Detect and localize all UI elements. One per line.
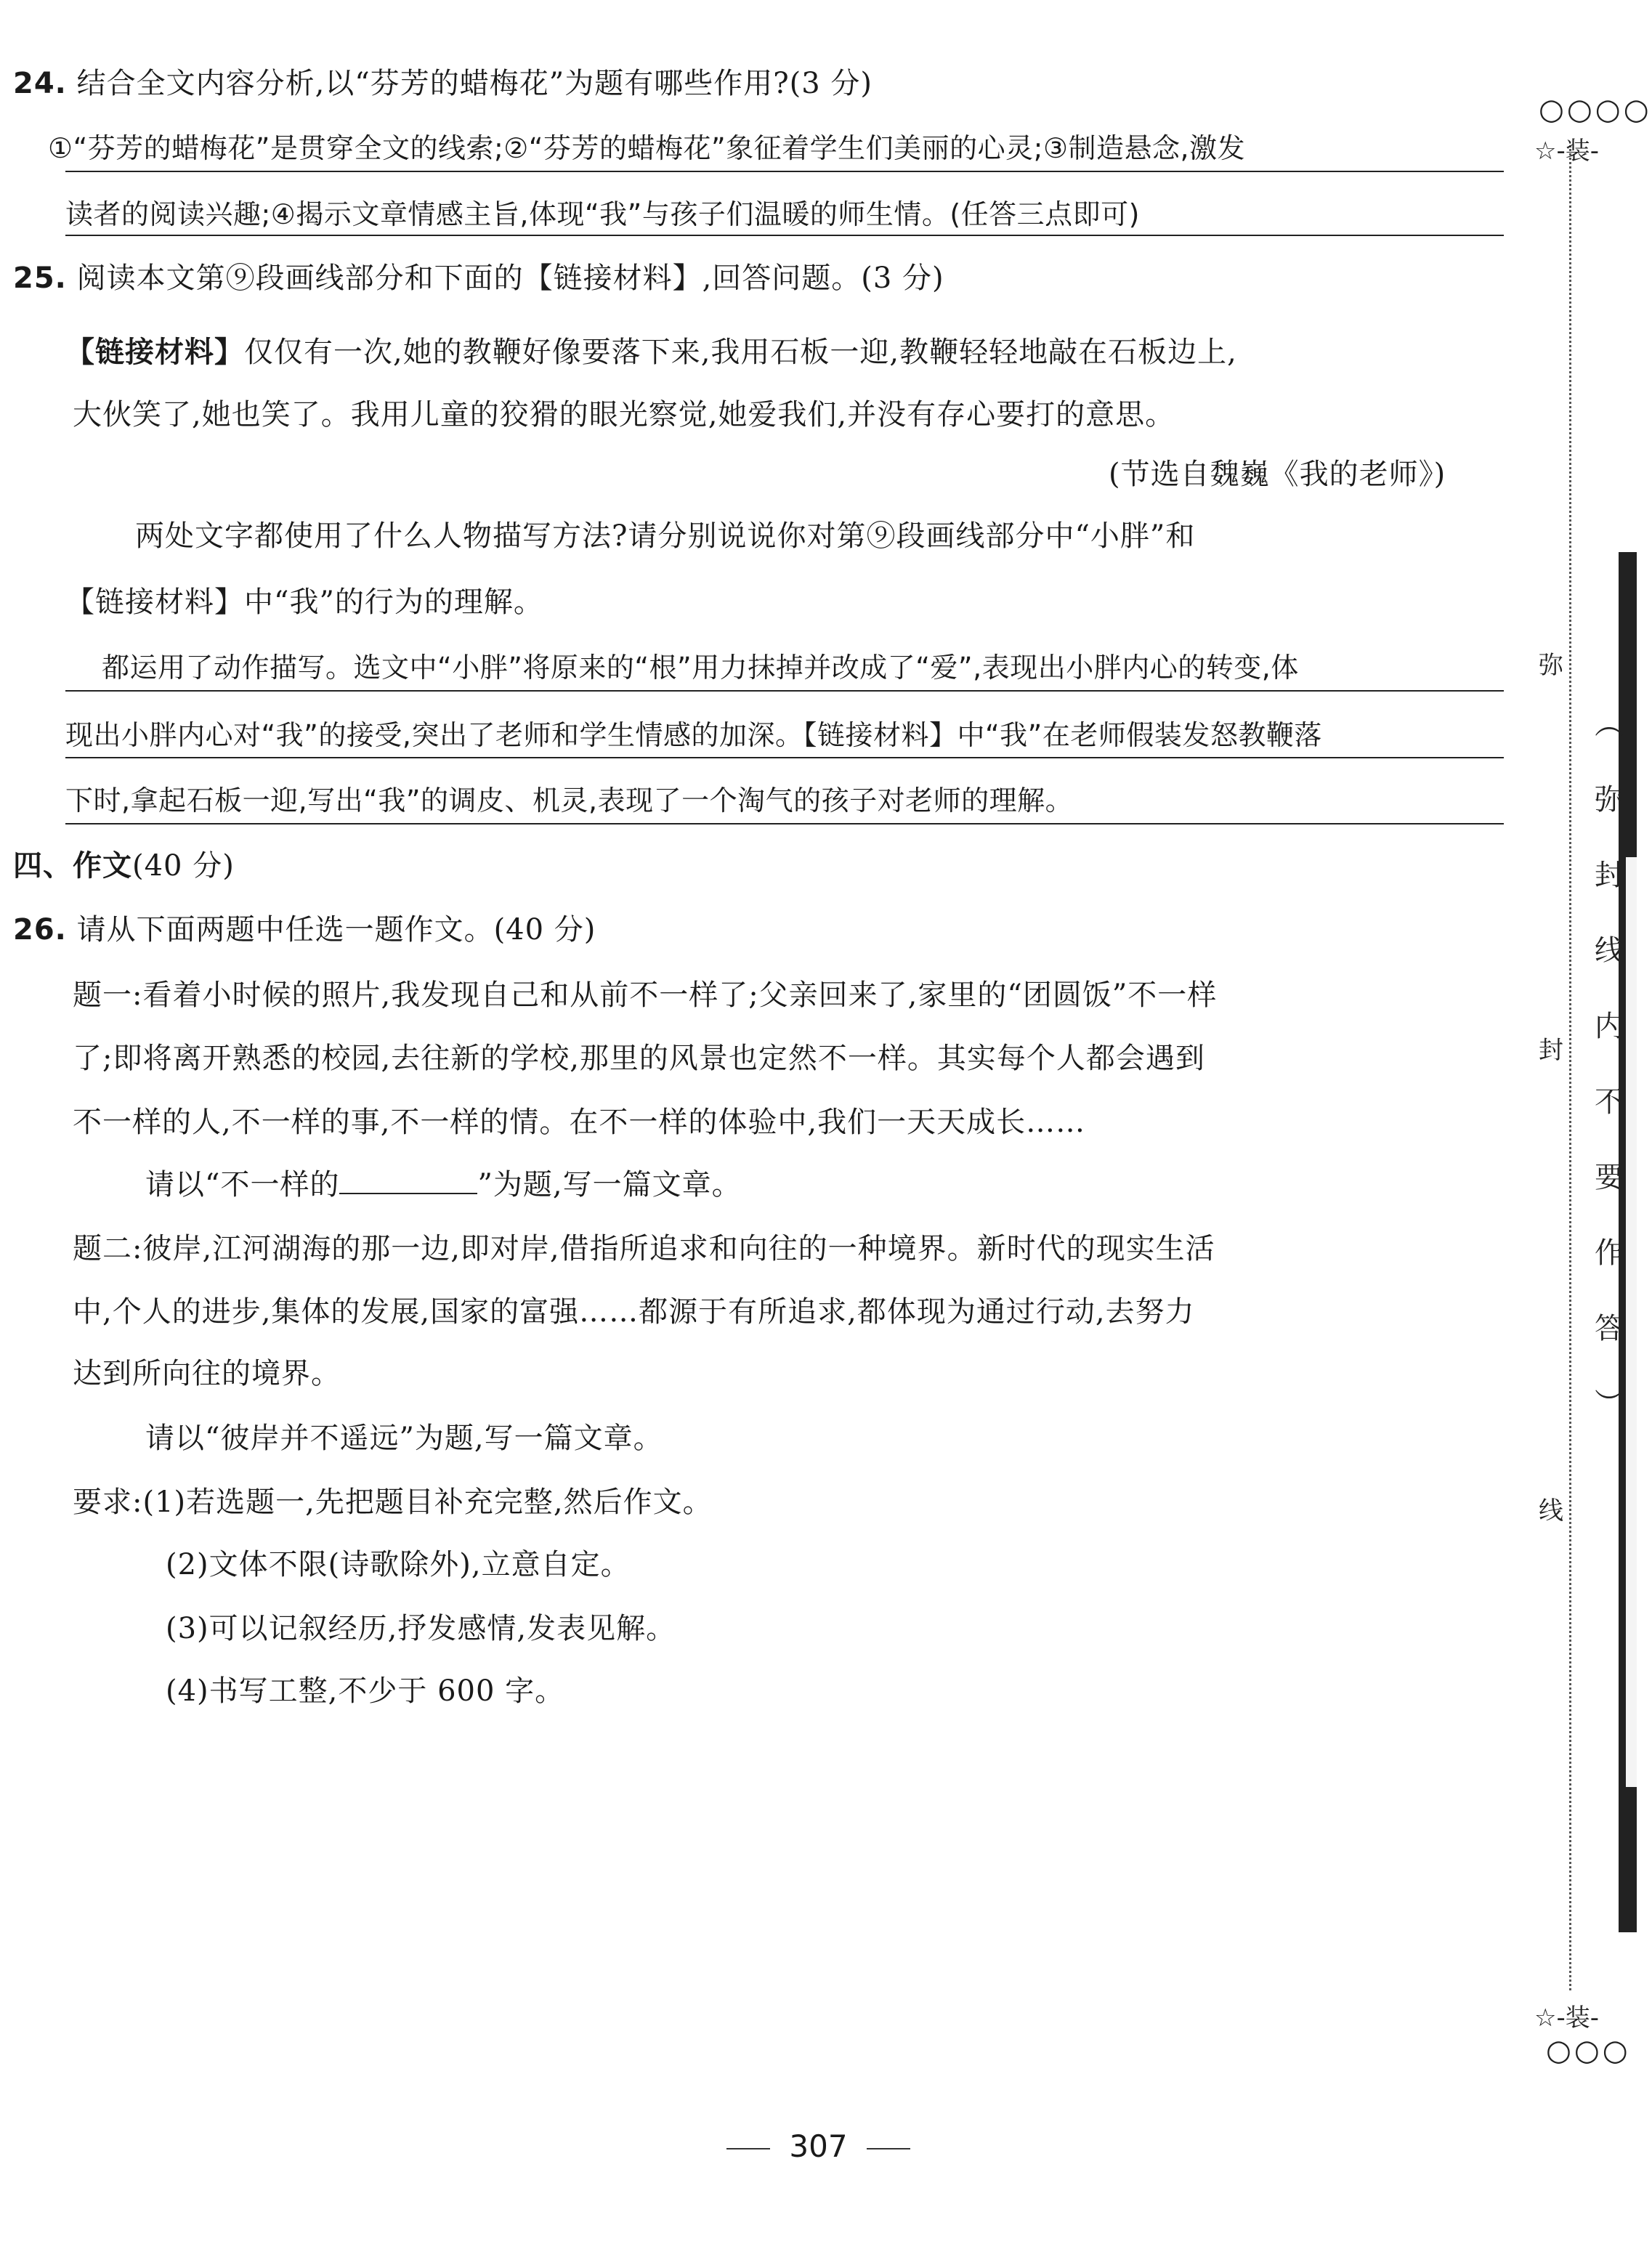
topic1-prompt bbox=[145, 1164, 742, 1205]
q24-text: 结合全文内容分析,以“芬芳的蜡梅花”为题有哪些作用?(3 分) bbox=[76, 67, 873, 100]
binding-dotted-line bbox=[1569, 145, 1571, 1990]
q25-prompt-line-1: 两处文字都使用了什么人物描写方法?请分别说说你对第⑨段画线部分中“小胖”和 bbox=[135, 519, 1196, 553]
binding-xian: 线 bbox=[1539, 1496, 1563, 1525]
topic2-line-1: 题二:彼岸,江河湖海的那一边,即对岸,借指所追求和向往的一种境界。新时代的现实生活 bbox=[73, 1232, 1215, 1265]
binding-feng: 封 bbox=[1539, 1036, 1563, 1065]
q26-number: 26. bbox=[13, 913, 67, 947]
notice-char: 要 bbox=[1595, 1161, 1624, 1194]
answer-underline bbox=[65, 757, 1504, 758]
topic2-line-3: 达到所向往的境界。 bbox=[73, 1357, 341, 1390]
q24-number: 24. bbox=[13, 67, 67, 100]
section4-points: (40 分) bbox=[132, 849, 235, 883]
answer-underline bbox=[65, 171, 1504, 172]
binding-zhuang-bottom: ☆-装- bbox=[1534, 2003, 1600, 2033]
topic1-prompt-before: 请以“不一样的 bbox=[145, 1168, 340, 1202]
page-number bbox=[0, 2128, 1637, 2164]
notice-char: 封 bbox=[1595, 859, 1624, 892]
q26-question bbox=[13, 909, 596, 950]
notice-char: 内 bbox=[1595, 1010, 1624, 1043]
q25-answer-line-1: 都运用了动作描写。选文中“小胖”将原来的“根”用力抹掉并改成了“爱”,表现出小胖内心的转变,体 bbox=[102, 652, 1299, 684]
page-number-value: 307 bbox=[789, 2128, 848, 2164]
notice-char: 弥 bbox=[1595, 783, 1624, 816]
topic1-line-1: 题一:看着小时候的照片,我发现自己和从前不一样了;父亲回来了,家里的“团圆饭”不一样 bbox=[73, 978, 1218, 1012]
page-number-dash bbox=[867, 2148, 910, 2149]
requirement-3: (3)可以记叙经历,抒发感情,发表见解。 bbox=[166, 1612, 676, 1645]
q25-question bbox=[13, 258, 944, 299]
section4-heading bbox=[13, 846, 235, 886]
answer-underline bbox=[65, 690, 1504, 692]
topic2-line-2: 中,个人的进步,集体的发展,国家的富强……都源于有所追求,都体现为通过行动,去努力 bbox=[73, 1295, 1195, 1329]
title-blank bbox=[339, 1168, 477, 1194]
requirement-2: (2)文体不限(诗歌除外),立意自定。 bbox=[166, 1548, 631, 1581]
q25-material-line-2: 大伙笑了,她也笑了。我用儿童的狡猾的眼光察觉,她爱我们,并没有存心要打的意思。 bbox=[73, 398, 1175, 431]
section4-title: 四、作文 bbox=[13, 848, 132, 883]
binding-mi: 弥 bbox=[1539, 651, 1563, 680]
page-number-dash bbox=[726, 2148, 770, 2149]
q24-answer-line-1: ①“芬芳的蜡梅花”是贯穿全文的线索;②“芬芳的蜡梅花”象征着学生们美丽的心灵;③制造悬念,激发 bbox=[48, 132, 1246, 164]
requirement-4: (4)书写工整,不少于 600 字。 bbox=[166, 1674, 565, 1708]
q25-source: (节选自魏巍《我的老师》) bbox=[1109, 458, 1446, 491]
notice-char: ︵ bbox=[1595, 708, 1624, 741]
q24-answer-line-2: 读者的阅读兴趣;④揭示文章情感主旨,体现“我”与孩子们温暖的师生情。(任答三点即可) bbox=[65, 198, 1140, 230]
answer-underline bbox=[65, 235, 1504, 236]
q25-number: 25. bbox=[13, 262, 67, 295]
topic1-line-2: 了;即将离开熟悉的校园,去往新的学校,那里的风景也定然不一样。其实每个人都会遇到 bbox=[73, 1042, 1205, 1075]
binding-zhuang-top: ☆-装- bbox=[1534, 137, 1600, 166]
q25-answer-line-3: 下时,拿起石板一迎,写出“我”的调皮、机灵,表现了一个淘气的孩子对老师的理解。 bbox=[65, 785, 1074, 816]
q24-question bbox=[13, 63, 872, 104]
answer-underline bbox=[65, 823, 1504, 824]
topic1-line-3: 不一样的人,不一样的事,不一样的情。在不一样的体验中,我们一天天成长…… bbox=[73, 1106, 1086, 1139]
requirement-1: 要求:(1)若选题一,先把题目补充完整,然后作文。 bbox=[73, 1486, 713, 1519]
q25-prompt-line-2: 【链接材料】中“我”的行为的理解。 bbox=[65, 585, 543, 619]
q26-text: 请从下面两题中任选一题作文。(40 分) bbox=[76, 913, 596, 947]
binding-edge-highlight bbox=[1626, 857, 1637, 1787]
q25-material-line-1 bbox=[65, 332, 1237, 373]
binding-circles-top: ○○○○ bbox=[1539, 93, 1652, 126]
q25-text: 阅读本文第⑨段画线部分和下面的【链接材料】,回答问题。(3 分) bbox=[76, 262, 944, 295]
binding-circles-bottom: ○○○ bbox=[1546, 2034, 1631, 2067]
notice-char: ︶ bbox=[1595, 1387, 1624, 1421]
topic1-prompt-after: ”为题,写一篇文章。 bbox=[477, 1168, 742, 1202]
binding-notice bbox=[1591, 686, 1627, 1442]
notice-char: 线 bbox=[1595, 934, 1624, 968]
material-text-1: 仅仅有一次,她的教鞭好像要落下来,我用石板一迎,教鞭轻轻地敲在石板边上, bbox=[244, 336, 1237, 369]
q25-answer-line-2: 现出小胖内心对“我”的接受,突出了老师和学生情感的加深。【链接材料】中“我”在老师假装发怒教鞭落 bbox=[65, 719, 1322, 751]
notice-char: 作 bbox=[1595, 1236, 1624, 1270]
notice-char: 答 bbox=[1595, 1312, 1624, 1345]
material-label: 【链接材料】 bbox=[65, 335, 244, 369]
topic2-prompt: 请以“彼岸并不遥远”为题,写一篇文章。 bbox=[145, 1422, 663, 1455]
notice-char: 不 bbox=[1595, 1085, 1624, 1119]
